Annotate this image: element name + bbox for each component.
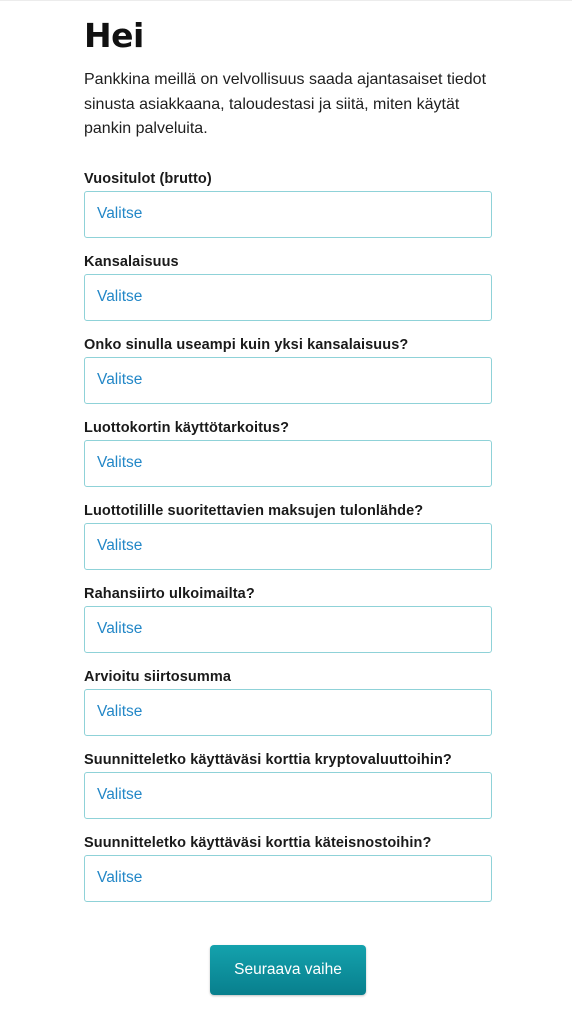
select-value: Valitse <box>97 454 143 471</box>
annual-income-select[interactable] <box>84 191 492 238</box>
field-label: Luottotilille suoritettavien maksujen tulonlähde? <box>84 502 424 519</box>
field-multiple-citizenship <box>84 336 492 419</box>
citizenship-select[interactable] <box>84 274 492 321</box>
field-payment-source <box>84 502 492 585</box>
field-crypto-use <box>84 751 492 834</box>
select-value: Valitse <box>97 371 143 388</box>
field-label: Kansalaisuus <box>84 253 179 270</box>
top-divider <box>0 0 572 1</box>
transfer-amount-select[interactable] <box>84 689 492 736</box>
card-purpose-select[interactable] <box>84 440 492 487</box>
kyc-form-page <box>84 14 492 917</box>
select-value: Valitse <box>97 205 143 222</box>
payment-source-select[interactable] <box>84 523 492 570</box>
field-transfer-amount <box>84 668 492 751</box>
field-label: Suunnitteletko käyttäväsi korttia kryptovaluuttoihin? <box>84 751 452 768</box>
field-label: Onko sinulla useampi kuin yksi kansalaisuus? <box>84 336 409 353</box>
field-label: Rahansiirto ulkoimailta? <box>84 585 255 602</box>
crypto-use-select[interactable] <box>84 772 492 819</box>
select-value: Valitse <box>97 537 143 554</box>
page-title: Hei <box>84 16 144 55</box>
select-value: Valitse <box>97 288 143 305</box>
field-label: Vuositulot (brutto) <box>84 170 212 187</box>
foreign-transfer-select[interactable] <box>84 606 492 653</box>
field-foreign-transfer <box>84 585 492 668</box>
field-label: Luottokortin käyttötarkoitus? <box>84 419 290 436</box>
cash-withdrawal-select[interactable] <box>84 855 492 902</box>
next-step-button[interactable]: Seuraava vaihe <box>210 945 366 995</box>
field-citizenship <box>84 253 492 336</box>
form-actions <box>210 945 366 995</box>
field-label: Arvioitu siirtosumma <box>84 668 232 685</box>
multiple-citizenship-select[interactable] <box>84 357 492 404</box>
field-annual-income <box>84 170 492 253</box>
select-value: Valitse <box>97 703 143 720</box>
select-value: Valitse <box>97 786 143 803</box>
intro-text: Pankkina meillä on velvollisuus saada ajantasaiset tiedot sinusta asiakkaana, taloudestasi ja siitä, miten käytät pankin palveluita. <box>84 71 487 137</box>
select-value: Valitse <box>97 869 143 886</box>
select-value: Valitse <box>97 620 143 637</box>
field-label: Suunnitteletko käyttäväsi korttia käteisnostoihin? <box>84 834 432 851</box>
question-list <box>84 170 492 917</box>
field-card-purpose <box>84 419 492 502</box>
field-cash-withdrawal <box>84 834 492 917</box>
